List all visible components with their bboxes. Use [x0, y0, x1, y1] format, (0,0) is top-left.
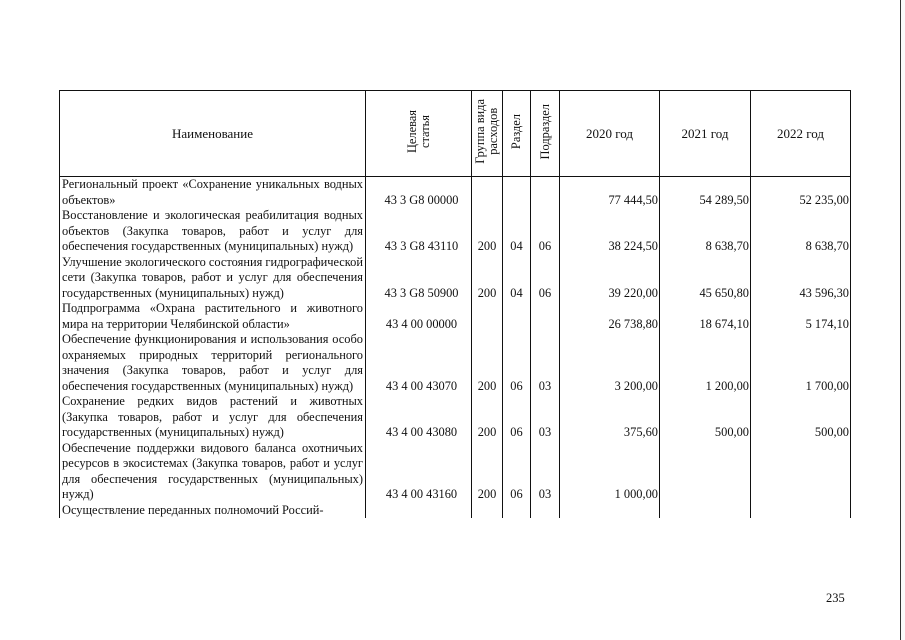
table-row: [60, 177, 851, 209]
row-2021: [660, 503, 751, 519]
row-section: 06: [503, 332, 531, 394]
row-name: Сохранение редких видов растений и животных (Закупка товаров, работ и услуг для обеспечения государственных (муниципальных) нужд): [60, 394, 366, 441]
header-2020: 2020 год: [560, 91, 660, 177]
row-group: 200: [472, 441, 503, 503]
row-name: Подпрограмма «Охрана растительного и животного мира на территории Челябинской области»: [60, 301, 366, 332]
row-code: [366, 503, 472, 519]
table-header-row: [60, 91, 851, 177]
row-section: 04: [503, 255, 531, 302]
row-group: [472, 177, 503, 209]
row-name: Обеспечение поддержки видового баланса охотничьих ресурсов в экосистемах (Закупка товаров, работ и услуг для обеспечения государственных (муниципальных) нужд): [60, 441, 366, 503]
header-section: Раздел: [503, 91, 531, 177]
row-code: 43 4 00 00000: [366, 301, 472, 332]
row-section: 06: [503, 394, 531, 441]
row-2020: 39 220,00: [560, 255, 660, 302]
row-name: Региональный проект «Сохранение уникальных водных объектов»: [60, 177, 366, 209]
row-2022: 1 700,00: [751, 332, 851, 394]
row-subsection: 03: [531, 394, 560, 441]
row-code: 43 3 G8 43110: [366, 208, 472, 255]
row-2021: 54 289,50: [660, 177, 751, 209]
row-2022: 5 174,10: [751, 301, 851, 332]
row-subsection: [531, 301, 560, 332]
table-row: [60, 208, 851, 255]
row-subsection: 03: [531, 441, 560, 503]
row-2021: 18 674,10: [660, 301, 751, 332]
row-2022: 8 638,70: [751, 208, 851, 255]
row-2022: 52 235,00: [751, 177, 851, 209]
row-2020: 1 000,00: [560, 441, 660, 503]
table-row: [60, 301, 851, 332]
row-group: [472, 301, 503, 332]
table-body: [60, 177, 851, 519]
table-row: [60, 255, 851, 302]
header-target: Целевая статья: [366, 91, 472, 177]
row-2022: [751, 441, 851, 503]
header-name: Наименование: [60, 91, 366, 177]
row-subsection: [531, 177, 560, 209]
row-code: 43 4 00 43070: [366, 332, 472, 394]
row-section: 06: [503, 441, 531, 503]
header-2022: 2022 год: [751, 91, 851, 177]
row-2021: 45 650,80: [660, 255, 751, 302]
budget-table: [59, 90, 851, 518]
row-subsection: 06: [531, 208, 560, 255]
header-subsection: Подраздел: [531, 91, 560, 177]
row-group: 200: [472, 332, 503, 394]
row-2021: [660, 441, 751, 503]
row-subsection: 03: [531, 332, 560, 394]
row-2022: 43 596,30: [751, 255, 851, 302]
row-subsection: 06: [531, 255, 560, 302]
row-2021: 8 638,70: [660, 208, 751, 255]
row-2020: 26 738,80: [560, 301, 660, 332]
row-name: Восстановление и экологическая реабилитация водных объектов (Закупка товаров, работ и услуг для обеспечения государственных (муниципальных) нужд): [60, 208, 366, 255]
table-row: [60, 441, 851, 503]
row-section: 04: [503, 208, 531, 255]
header-group: Группа вида расходов: [472, 91, 503, 177]
row-code: 43 4 00 43160: [366, 441, 472, 503]
row-name: Осуществление переданных полномочий Россий-: [60, 503, 366, 519]
table-row: [60, 394, 851, 441]
table-row: [60, 503, 851, 519]
row-section: [503, 503, 531, 519]
row-group: 200: [472, 394, 503, 441]
header-2021: 2021 год: [660, 91, 751, 177]
row-2020: 3 200,00: [560, 332, 660, 394]
table-row: [60, 332, 851, 394]
row-code: 43 3 G8 50900: [366, 255, 472, 302]
row-name: Улучшение экологического состояния гидрографической сети (Закупка товаров, работ и услуг для обеспечения государственных (муниципальных) нужд): [60, 255, 366, 302]
row-2022: 500,00: [751, 394, 851, 441]
page-number: 235: [826, 591, 845, 605]
row-2021: 1 200,00: [660, 332, 751, 394]
row-2020: [560, 503, 660, 519]
row-name: Обеспечение функционирования и использования особо охраняемых природных территорий регионального значения (Закупка товаров, работ и услуг для обеспечения государственных (муниципальных) нужд): [60, 332, 366, 394]
row-2021: 500,00: [660, 394, 751, 441]
row-2020: 38 224,50: [560, 208, 660, 255]
row-code: 43 4 00 43080: [366, 394, 472, 441]
row-2020: 77 444,50: [560, 177, 660, 209]
row-code: 43 3 G8 00000: [366, 177, 472, 209]
row-group: 200: [472, 208, 503, 255]
row-section: [503, 177, 531, 209]
page-edge: [900, 0, 905, 640]
row-2020: 375,60: [560, 394, 660, 441]
row-subsection: [531, 503, 560, 519]
row-group: 200: [472, 255, 503, 302]
row-section: [503, 301, 531, 332]
row-2022: [751, 503, 851, 519]
row-group: [472, 503, 503, 519]
